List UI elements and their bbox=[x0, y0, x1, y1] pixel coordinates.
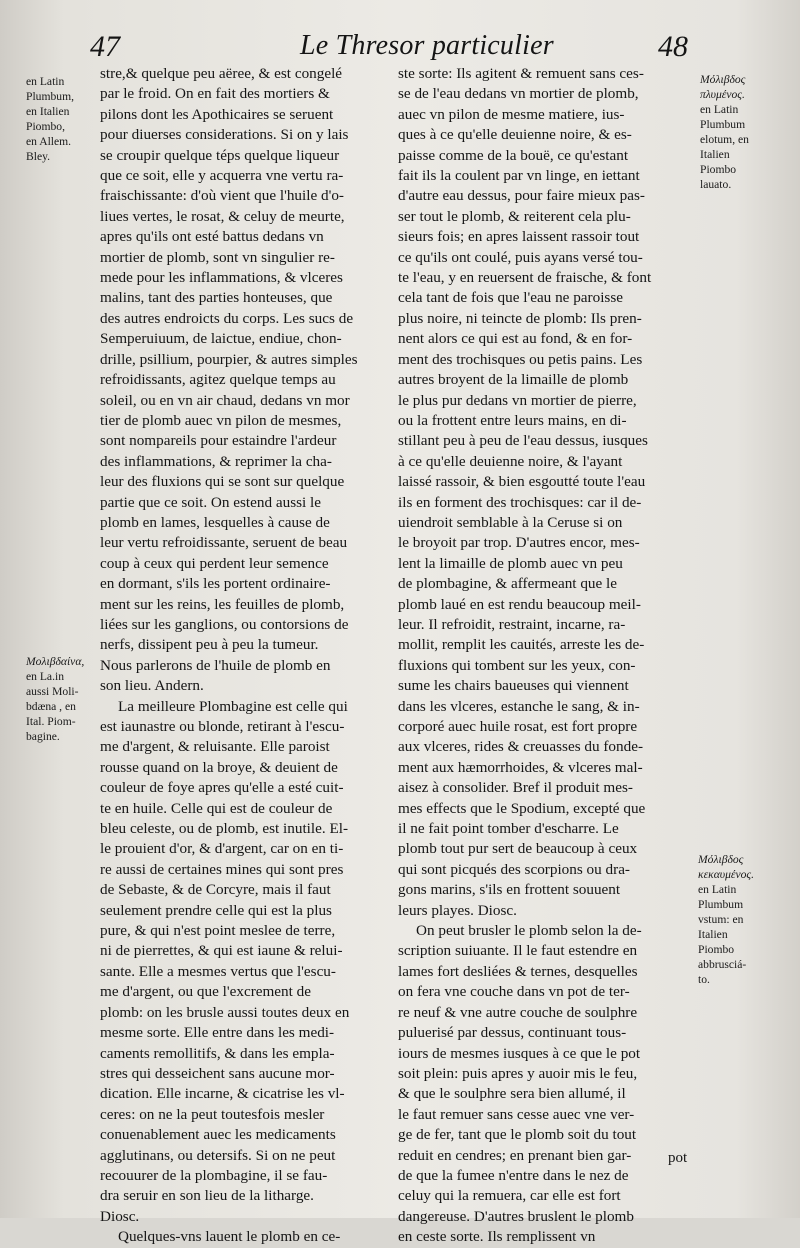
text-line: plomb tout pur sert de beaucoup à ceux bbox=[398, 840, 638, 858]
text-line: que ce soit, elle y acquerra vne vertu ra- bbox=[100, 167, 344, 185]
margin-note-molybdaena bbox=[26, 654, 104, 744]
text-line: mede pour les inflammations, & vlceres bbox=[100, 269, 343, 287]
text-line: aisez à consolider. Bref il produit mes- bbox=[398, 779, 633, 797]
text-line: d'autre eau dessus, pour faire mieux pas- bbox=[398, 187, 645, 205]
text-line: sont nompareils pour estaindre l'ardeur bbox=[100, 432, 337, 450]
margin-note-line: Plumbum, bbox=[26, 90, 74, 103]
text-line: mollit, remplit les cauités, arreste les de- bbox=[398, 636, 645, 654]
text-line: plomb en lames, lesquelles à cause de bbox=[100, 513, 330, 531]
text-line: leur vertu refroidissante, seruent de beau bbox=[100, 534, 348, 552]
text-line: ni de pierrettes, & qui est iaune & relui- bbox=[100, 942, 343, 960]
text-line: conuenablement auec les medicaments bbox=[100, 1126, 336, 1144]
text-line: re aussi de certaines mines qui sont pres bbox=[100, 860, 344, 878]
margin-note-line: Piombo bbox=[698, 943, 735, 956]
text-line: coup à ceux qui perdent leur semence bbox=[100, 554, 329, 572]
text-line: le prouient d'or, & d'argent, car on en ti- bbox=[100, 840, 344, 858]
text-line: de plombagine, & affermeant que le bbox=[398, 575, 618, 593]
margin-note-plumbum-elotum bbox=[700, 72, 792, 192]
text-line: La meilleure Plombagine est celle qui bbox=[118, 697, 348, 715]
text-line: nent alors ce qui est au fond, & en for- bbox=[398, 330, 633, 348]
text-line: drille, psillium, pourpier, & autres simples bbox=[100, 350, 358, 368]
page-number-right: 48 bbox=[658, 30, 688, 63]
text-line: plomb: on les brusle aussi toutes deux en bbox=[100, 1003, 350, 1021]
text-line: fait ils la coulent par vn linge, en iettant bbox=[398, 167, 640, 185]
margin-note-line: bdæna , en bbox=[26, 700, 76, 713]
text-line: stres qui desseichent sans aucune mor- bbox=[100, 1064, 335, 1082]
text-line: liées sur les ganglions, ou contorsions de bbox=[100, 615, 349, 633]
margin-note-line: Italien bbox=[698, 928, 728, 941]
text-line: stre,& quelque peu aëree, & est congelé bbox=[100, 65, 343, 82]
text-line: caments remollitifs, & dans les empla- bbox=[100, 1044, 335, 1062]
margin-note-line: vstum: en bbox=[698, 913, 744, 926]
text-line: me d'argent, & reluisante. Elle paroist bbox=[100, 738, 330, 756]
text-line: le broyoit par trop. D'autres encor, mes- bbox=[398, 534, 640, 552]
text-line: cela tant de fois que l'eau ne paroisse bbox=[398, 289, 623, 307]
catchword: pot bbox=[668, 1150, 688, 1166]
text-line: rousse quand on la broye, & deuient de bbox=[100, 758, 338, 776]
text-line: stillant peu à peu de l'eau dessus, iusques bbox=[398, 432, 648, 450]
text-line: tier de plomb auec vn pilon de mesmes, bbox=[100, 411, 342, 429]
margin-note-line: en Latin bbox=[700, 103, 739, 116]
text-line: à ce qu'elle deuienne noire, & l'ayant bbox=[398, 452, 623, 470]
text-line: il ne fait point tomber d'escharre. Le bbox=[398, 820, 619, 838]
margin-note-line: aussi Moli- bbox=[26, 685, 79, 698]
left-text-column bbox=[100, 64, 390, 1248]
text-line: plomb laué en est rendu beaucoup meil- bbox=[398, 595, 641, 613]
text-line: laissé rassoir, & bien esgoutté toute l'eau bbox=[398, 473, 646, 491]
text-line: ceres: on ne la peut toutesfois mesler bbox=[100, 1105, 325, 1123]
margin-note-line: Μόλιβδος bbox=[698, 853, 744, 866]
text-line: fraischissante: d'où vient que l'huile d'o- bbox=[100, 187, 344, 205]
text-line: uiendroit semblable à la Ceruse si on bbox=[398, 513, 623, 531]
text-line: pour diuerses considerations. Si on y lais bbox=[100, 126, 349, 144]
text-line: te en huile. Celle qui est de couleur de bbox=[100, 799, 333, 817]
text-line: ment des trochisques ou petis pains. Les bbox=[398, 350, 643, 368]
margin-note-line: Plumbum bbox=[700, 118, 746, 131]
text-line: de que la fumee n'entre dans le nez de bbox=[398, 1166, 629, 1184]
text-line: iours de mesmes iusques à ce que le pot bbox=[398, 1044, 641, 1062]
text-line: soleil, ou en vn air chaud, dedans vn mor bbox=[100, 391, 350, 409]
text-line: leurs playes. Diosc. bbox=[398, 901, 517, 919]
text-line: son lieu. Andern. bbox=[100, 677, 204, 695]
text-line: & que le soulphre sera bien allumé, il bbox=[398, 1085, 626, 1103]
text-line: de Sebaste, & de Corcyre, mais il faut bbox=[100, 881, 331, 899]
text-line: dication. Elle incarne, & cicatrise les vl- bbox=[100, 1085, 345, 1103]
margin-note-line: Piombo bbox=[700, 163, 737, 176]
text-line: le faut remuer sans cesse auec vne ver- bbox=[398, 1105, 635, 1123]
margin-note-line: en Latin bbox=[698, 883, 737, 896]
margin-note-line: lauato. bbox=[700, 178, 732, 191]
text-line: on fera vne couche dans vn pot de ter- bbox=[398, 983, 630, 1001]
text-line: Diosc. bbox=[100, 1207, 140, 1225]
text-line: mes effects que le Spodium, excepté que bbox=[398, 799, 646, 817]
running-title: Le Thresor particulier bbox=[300, 30, 554, 61]
text-line: lent la limaille de plomb auec vn peu bbox=[398, 554, 623, 572]
text-line: se de l'eau dedans vn mortier de plomb, bbox=[398, 85, 639, 103]
text-line: en ceste sorte. Ils remplissent vn bbox=[398, 1228, 596, 1246]
text-line: autres broyent de la limaille de plomb bbox=[398, 371, 629, 389]
text-line: des autres endroicts du corps. Les sucs de bbox=[100, 309, 354, 327]
text-line: se croupir quelque téps quelque liqueur bbox=[100, 146, 340, 164]
text-line: ste sorte: Ils agitent & remuent sans ces- bbox=[398, 65, 644, 82]
text-line: reduit en cendres; en prenant bien gar- bbox=[398, 1146, 632, 1164]
text-line: Quelques-vns lauent le plomb en ce- bbox=[118, 1228, 341, 1246]
margin-note-plumbum-vstum bbox=[698, 852, 794, 987]
text-line: corporé auec huile rosat, est fort propre bbox=[398, 718, 638, 735]
text-line: ques à ce qu'elle deuienne noire, & es- bbox=[398, 126, 632, 144]
margin-note-line: to. bbox=[698, 973, 710, 986]
text-line: dans les vlceres, estanche le sang, & in- bbox=[398, 697, 640, 715]
margin-note-line: Italien bbox=[700, 148, 730, 161]
text-line: sante. Elle a mesmes vertus que l'escu- bbox=[100, 962, 336, 980]
text-line: puluerisé par dessus, continuant tous- bbox=[398, 1024, 627, 1042]
text-line: bleu celeste, ou de plomb, est inutile. El- bbox=[100, 820, 348, 838]
margin-note-line: Piombo, bbox=[26, 120, 65, 133]
text-line: couleur de foye apres qu'elle a esté cuit- bbox=[100, 779, 344, 797]
text-line: liues vertes, le rosat, & celuy de meurte, bbox=[100, 207, 345, 225]
margin-note-line: πλυμένος. bbox=[700, 88, 745, 101]
text-line: mesme sorte. Elle entre dans les medi- bbox=[100, 1024, 335, 1042]
text-line: Nous parlerons de l'huile de plomb en bbox=[100, 656, 331, 674]
margin-note-line: en Italien bbox=[26, 105, 70, 118]
text-line: ou la frottent entre leurs mains, en di- bbox=[398, 411, 627, 429]
margin-note-line: en Allem. bbox=[26, 135, 72, 148]
text-line: nerfs, dissipent peu à peu la tumeur. bbox=[100, 636, 319, 654]
text-line: leur des fluxions qui se sont sur quelque bbox=[100, 473, 345, 491]
text-line: dangereuse. D'autres bruslent le plomb bbox=[398, 1207, 634, 1225]
text-line: scription suiuante. Il le faut estendre en bbox=[398, 942, 638, 960]
text-line: ge de fer, tant que le plomb soit du tout bbox=[398, 1126, 637, 1144]
margin-note-line: κεκαυμένος. bbox=[698, 868, 755, 881]
text-line: agglutinans, ou detersifs. Si on ne peut bbox=[100, 1146, 336, 1164]
text-line: ils en forment des trochisques: car il de- bbox=[398, 493, 642, 511]
text-line: sume les chairs baueuses qui viennent bbox=[398, 677, 629, 695]
text-line: apres qu'ils ont esté battus dedans vn bbox=[100, 228, 324, 246]
margin-note-line: Μόλιβδος bbox=[700, 73, 746, 86]
text-line: re neuf & vne autre couche de soulphre bbox=[398, 1003, 638, 1021]
text-line: lames fort desliées & ternes, desquelles bbox=[398, 962, 638, 980]
text-line: partie que ce soit. On estend aussi le bbox=[100, 493, 321, 511]
text-line: recouurer de la plombagine, il se fau- bbox=[100, 1166, 328, 1184]
text-line: qui sont picqués des scorpions ou dra- bbox=[398, 860, 630, 878]
margin-note-line: Μολιβδαίνα, bbox=[26, 655, 85, 668]
margin-note-line: Bley. bbox=[26, 150, 51, 163]
text-line: en dormant, s'ils les portent ordinaire- bbox=[100, 575, 331, 593]
text-line: soit plein: puis apres y auoir mis le feu, bbox=[398, 1064, 638, 1082]
text-line: fluxions qui tombent sur les yeux, con- bbox=[398, 656, 636, 674]
text-line: Semperuiuum, de laictue, endiue, chon- bbox=[100, 330, 342, 348]
margin-note-line: elotum, en bbox=[700, 133, 749, 146]
margin-note-line: en Latin bbox=[26, 75, 65, 88]
text-line: malins, tant des parties honteuses, que bbox=[100, 289, 333, 307]
text-line: dra seruir en son lieu de la litharge. bbox=[100, 1187, 314, 1205]
text-line: auec vn pilon de mesme matiere, ius- bbox=[398, 105, 625, 123]
text-line: te l'eau, y en reuersent de fraische, & font bbox=[398, 269, 652, 287]
margin-note-line: bagine. bbox=[26, 730, 60, 743]
page-number-left: 47 bbox=[90, 30, 120, 63]
right-text-column bbox=[398, 64, 690, 1248]
margin-note-line: en La.in bbox=[26, 670, 64, 683]
text-line: ment sur les reins, les feuilles de plomb, bbox=[100, 595, 345, 613]
text-line: sieurs fois; en apres laissent rassoir tout bbox=[398, 228, 640, 246]
text-line: est iaunastre ou blonde, retirant à l'escu- bbox=[100, 718, 345, 735]
text-line: paisse comme de la bouë, ce qu'estant bbox=[398, 146, 629, 164]
margin-note-line: abbrusciá- bbox=[698, 958, 747, 971]
text-line: leur. Il refroidit, restraint, incarne, ra- bbox=[398, 615, 626, 633]
text-line: des inflammations, & reprimer la cha- bbox=[100, 452, 332, 470]
text-line: refroidissants, agitez quelque temps au bbox=[100, 371, 336, 389]
text-line: pure, & qui n'est point meslee de terre, bbox=[100, 922, 336, 940]
text-line: On peut brusler le plomb selon la de- bbox=[416, 922, 642, 940]
margin-note-line: Ital. Piom- bbox=[26, 715, 76, 728]
text-line: aux vlceres, rides & creuasses du fonde- bbox=[398, 738, 644, 756]
text-line: mortier de plomb, sont vn singulier re- bbox=[100, 248, 335, 266]
margin-note-latin-plumbum bbox=[26, 74, 98, 164]
text-line: gons marins, s'ils en frottent souuent bbox=[398, 881, 621, 899]
margin-note-line: Plumbum bbox=[698, 898, 744, 911]
text-line: pilons dont les Apothicaires se seruent bbox=[100, 105, 334, 123]
text-line: ment aux hæmorrhoides, & vlceres mal- bbox=[398, 758, 643, 776]
text-line: me d'argent, ou que l'excrement de bbox=[100, 983, 311, 1001]
text-line: plus noire, ni teincte de plomb: Ils pren- bbox=[398, 309, 642, 327]
text-line: par le froid. On en fait des mortiers & bbox=[100, 85, 330, 103]
text-line: ce qu'ils ont coulé, puis ayans versé tou- bbox=[398, 248, 643, 266]
text-line: seulement prendre celle qui est la plus bbox=[100, 901, 332, 919]
text-line: celuy qui la remuera, car elle est fort bbox=[398, 1187, 621, 1205]
text-line: le plus pur dedans vn mortier de pierre, bbox=[398, 391, 637, 409]
text-line: ser tout le plomb, & reiterent cela plu- bbox=[398, 207, 631, 225]
